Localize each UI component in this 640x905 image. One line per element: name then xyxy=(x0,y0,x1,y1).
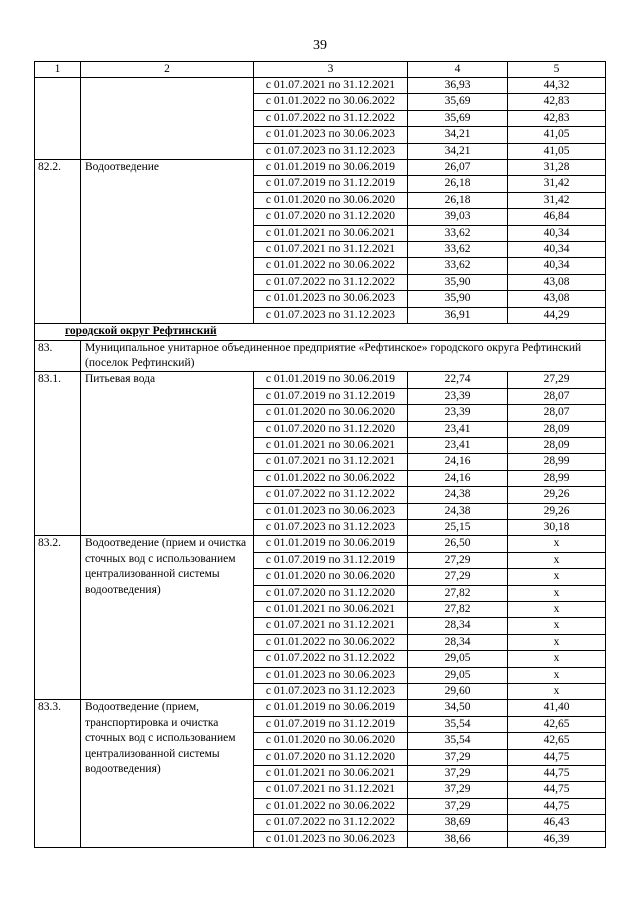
period-cell: с 01.07.2023 по 31.12.2023 xyxy=(254,519,408,535)
tariff-without-vat: 37,29 xyxy=(408,749,508,765)
tariff-without-vat: 27,82 xyxy=(408,602,508,618)
period-cell: с 01.07.2023 по 31.12.2023 xyxy=(254,143,408,159)
period-cell: с 01.07.2020 по 31.12.2020 xyxy=(254,749,408,765)
service-name: Водоотведение xyxy=(81,160,254,324)
tariff-with-vat: 31,28 xyxy=(508,160,606,176)
tariff-without-vat: 37,29 xyxy=(408,782,508,798)
tariff-without-vat: 29,05 xyxy=(408,667,508,683)
tariff-with-vat: 31,42 xyxy=(508,192,606,208)
tariff-with-vat: 41,05 xyxy=(508,143,606,159)
tariff-without-vat: 28,34 xyxy=(408,634,508,650)
period-cell: с 01.07.2020 по 31.12.2020 xyxy=(254,585,408,601)
tariff-with-vat: х xyxy=(508,585,606,601)
period-cell: с 01.01.2022 по 30.06.2022 xyxy=(254,634,408,650)
period-cell: с 01.01.2023 по 30.06.2023 xyxy=(254,503,408,519)
item-number: 83. xyxy=(35,340,81,372)
period-cell: с 01.07.2023 по 31.12.2023 xyxy=(254,684,408,700)
tariff-without-vat: 27,82 xyxy=(408,585,508,601)
tariff-with-vat: 28,07 xyxy=(508,388,606,404)
tariff-with-vat: х xyxy=(508,536,606,552)
tariff-with-vat: 29,26 xyxy=(508,503,606,519)
period-cell: с 01.01.2021 по 30.06.2021 xyxy=(254,437,408,453)
tariff-with-vat: 40,34 xyxy=(508,225,606,241)
period-cell: с 01.01.2023 по 30.06.2023 xyxy=(254,831,408,847)
period-cell: с 01.01.2019 по 30.06.2019 xyxy=(254,160,408,176)
tariff-with-vat: х xyxy=(508,634,606,650)
tariff-without-vat: 38,66 xyxy=(408,831,508,847)
tariff-without-vat: 26,50 xyxy=(408,536,508,552)
column-header-4: 4 xyxy=(408,62,508,78)
tariff-without-vat: 33,62 xyxy=(408,225,508,241)
column-header-5: 5 xyxy=(508,62,606,78)
tariff-with-vat: 44,29 xyxy=(508,307,606,323)
tariff-without-vat: 27,29 xyxy=(408,552,508,568)
tariff-with-vat: 40,34 xyxy=(508,258,606,274)
period-cell: с 01.01.2019 по 30.06.2019 xyxy=(254,372,408,388)
tariff-with-vat: 44,75 xyxy=(508,749,606,765)
tariff-with-vat: 44,75 xyxy=(508,782,606,798)
tariff-without-vat: 39,03 xyxy=(408,209,508,225)
period-cell: с 01.07.2023 по 31.12.2023 xyxy=(254,307,408,323)
period-cell: с 01.07.2021 по 31.12.2021 xyxy=(254,618,408,634)
period-cell: с 01.01.2020 по 30.06.2020 xyxy=(254,405,408,421)
period-cell: с 01.01.2020 по 30.06.2020 xyxy=(254,569,408,585)
tariff-without-vat: 35,90 xyxy=(408,274,508,290)
tariff-with-vat: 28,09 xyxy=(508,421,606,437)
header-row xyxy=(35,62,606,78)
tariff-with-vat: х xyxy=(508,569,606,585)
tariff-with-vat: 30,18 xyxy=(508,519,606,535)
period-cell: с 01.07.2022 по 31.12.2022 xyxy=(254,815,408,831)
tariff-without-vat: 36,93 xyxy=(408,78,508,94)
organization-row xyxy=(35,340,606,372)
tariff-without-vat: 36,91 xyxy=(408,307,508,323)
tariff-without-vat: 35,54 xyxy=(408,716,508,732)
period-cell: с 01.07.2021 по 31.12.2021 xyxy=(254,454,408,470)
tariff-with-vat: 42,65 xyxy=(508,716,606,732)
period-cell: с 01.07.2019 по 31.12.2019 xyxy=(254,388,408,404)
tariff-with-vat: 44,32 xyxy=(508,78,606,94)
service-name xyxy=(81,78,254,160)
page-number: 39 xyxy=(313,38,327,53)
tariff-without-vat: 28,34 xyxy=(408,618,508,634)
tariff-without-vat: 29,60 xyxy=(408,684,508,700)
tariff-with-vat: 27,29 xyxy=(508,372,606,388)
tariff-without-vat: 34,21 xyxy=(408,143,508,159)
tariff-without-vat: 26,18 xyxy=(408,176,508,192)
item-number: 83.3. xyxy=(35,700,81,848)
organization-name: Муниципальное унитарное объединенное предприятие «Рефтинское» городского округа Рефтинский (поселок Рефтинский) xyxy=(81,340,606,372)
period-cell: с 01.01.2021 по 30.06.2021 xyxy=(254,766,408,782)
tariff-without-vat: 24,16 xyxy=(408,470,508,486)
table-row xyxy=(35,536,606,552)
tariff-with-vat: 43,08 xyxy=(508,274,606,290)
tariff-with-vat: х xyxy=(508,618,606,634)
tariff-without-vat: 24,16 xyxy=(408,454,508,470)
tariff-without-vat: 26,07 xyxy=(408,160,508,176)
tariff-with-vat: 40,34 xyxy=(508,242,606,258)
period-cell: с 01.01.2023 по 30.06.2023 xyxy=(254,291,408,307)
service-name: Питьевая вода xyxy=(81,372,254,536)
tariff-without-vat: 34,50 xyxy=(408,700,508,716)
tariff-with-vat: 28,07 xyxy=(508,405,606,421)
column-header-3: 3 xyxy=(254,62,408,78)
period-cell: с 01.07.2022 по 31.12.2022 xyxy=(254,651,408,667)
period-cell: с 01.01.2021 по 30.06.2021 xyxy=(254,225,408,241)
tariff-with-vat: 31,42 xyxy=(508,176,606,192)
tariff-without-vat: 23,41 xyxy=(408,437,508,453)
period-cell: с 01.01.2022 по 30.06.2022 xyxy=(254,798,408,814)
tariff-without-vat: 23,39 xyxy=(408,405,508,421)
tariff-without-vat: 33,62 xyxy=(408,242,508,258)
tariff-without-vat: 38,69 xyxy=(408,815,508,831)
item-number: 82.2. xyxy=(35,160,81,324)
period-cell: с 01.07.2021 по 31.12.2021 xyxy=(254,242,408,258)
tariff-with-vat: 44,75 xyxy=(508,766,606,782)
table-header xyxy=(35,62,606,78)
period-cell: с 01.07.2019 по 31.12.2019 xyxy=(254,716,408,732)
column-header-1: 1 xyxy=(35,62,81,78)
column-header-2: 2 xyxy=(81,62,254,78)
period-cell: с 01.07.2020 по 31.12.2020 xyxy=(254,209,408,225)
tariff-with-vat: 42,83 xyxy=(508,94,606,110)
period-cell: с 01.01.2020 по 30.06.2020 xyxy=(254,733,408,749)
tariff-without-vat: 23,39 xyxy=(408,388,508,404)
tariff-with-vat: 46,39 xyxy=(508,831,606,847)
tariff-without-vat: 35,90 xyxy=(408,291,508,307)
service-name: Водоотведение (прием и очистка сточных вод с использованием централизованной системы водоотведения) xyxy=(81,536,254,700)
period-cell: с 01.01.2022 по 30.06.2022 xyxy=(254,470,408,486)
item-number: 83.1. xyxy=(35,372,81,536)
period-cell: с 01.07.2019 по 31.12.2019 xyxy=(254,552,408,568)
tariff-without-vat: 27,29 xyxy=(408,569,508,585)
period-cell: с 01.07.2021 по 31.12.2021 xyxy=(254,78,408,94)
table-body xyxy=(35,78,606,848)
period-cell: с 01.07.2019 по 31.12.2019 xyxy=(254,176,408,192)
table-row xyxy=(35,700,606,716)
tariff-without-vat: 25,15 xyxy=(408,519,508,535)
tariff-without-vat: 35,54 xyxy=(408,733,508,749)
district-row xyxy=(35,324,606,340)
tariff-without-vat: 24,38 xyxy=(408,503,508,519)
tariff-with-vat: 42,83 xyxy=(508,110,606,126)
tariff-without-vat: 37,29 xyxy=(408,766,508,782)
tariff-with-vat: х xyxy=(508,684,606,700)
period-cell: с 01.07.2022 по 31.12.2022 xyxy=(254,487,408,503)
tariff-without-vat: 35,69 xyxy=(408,110,508,126)
period-cell: с 01.01.2019 по 30.06.2019 xyxy=(254,700,408,716)
tariff-with-vat: 42,65 xyxy=(508,733,606,749)
period-cell: с 01.01.2020 по 30.06.2020 xyxy=(254,192,408,208)
tariff-with-vat: 41,05 xyxy=(508,127,606,143)
tariff-without-vat: 37,29 xyxy=(408,798,508,814)
tariff-without-vat: 26,18 xyxy=(408,192,508,208)
tariff-without-vat: 29,05 xyxy=(408,651,508,667)
tariff-with-vat: х xyxy=(508,667,606,683)
tariff-without-vat: 22,74 xyxy=(408,372,508,388)
period-cell: с 01.01.2023 по 30.06.2023 xyxy=(254,667,408,683)
item-number: 83.2. xyxy=(35,536,81,700)
service-name: Водоотведение (прием, транспортировка и очистка сточных вод с использованием централизованной системы водоотведения) xyxy=(81,700,254,848)
tariff-with-vat: 43,08 xyxy=(508,291,606,307)
period-cell: с 01.07.2020 по 31.12.2020 xyxy=(254,421,408,437)
period-cell: с 01.07.2022 по 31.12.2022 xyxy=(254,274,408,290)
tariff-with-vat: 28,99 xyxy=(508,454,606,470)
tariff-with-vat: 46,43 xyxy=(508,815,606,831)
tariff-with-vat: 29,26 xyxy=(508,487,606,503)
period-cell: с 01.01.2021 по 30.06.2021 xyxy=(254,602,408,618)
period-cell: с 01.07.2022 по 31.12.2022 xyxy=(254,110,408,126)
period-cell: с 01.01.2023 по 30.06.2023 xyxy=(254,127,408,143)
tariff-with-vat: 41,40 xyxy=(508,700,606,716)
tariff-with-vat: 46,84 xyxy=(508,209,606,225)
tariff-without-vat: 34,21 xyxy=(408,127,508,143)
period-cell: с 01.01.2019 по 30.06.2019 xyxy=(254,536,408,552)
period-cell: с 01.01.2022 по 30.06.2022 xyxy=(254,94,408,110)
tariff-with-vat: х xyxy=(508,552,606,568)
period-cell: с 01.07.2021 по 31.12.2021 xyxy=(254,782,408,798)
district-title: городской округ Рефтинский xyxy=(35,324,606,340)
tariff-without-vat: 24,38 xyxy=(408,487,508,503)
table-row xyxy=(35,78,606,94)
table-row xyxy=(35,160,606,176)
tariff-with-vat: х xyxy=(508,651,606,667)
tariff-without-vat: 23,41 xyxy=(408,421,508,437)
tariff-with-vat: 28,99 xyxy=(508,470,606,486)
item-number xyxy=(35,78,81,160)
tariff-with-vat: 28,09 xyxy=(508,437,606,453)
tariff-with-vat: х xyxy=(508,602,606,618)
tariff-table xyxy=(34,61,606,848)
tariff-without-vat: 33,62 xyxy=(408,258,508,274)
tariff-without-vat: 35,69 xyxy=(408,94,508,110)
period-cell: с 01.01.2022 по 30.06.2022 xyxy=(254,258,408,274)
table-row xyxy=(35,372,606,388)
tariff-with-vat: 44,75 xyxy=(508,798,606,814)
